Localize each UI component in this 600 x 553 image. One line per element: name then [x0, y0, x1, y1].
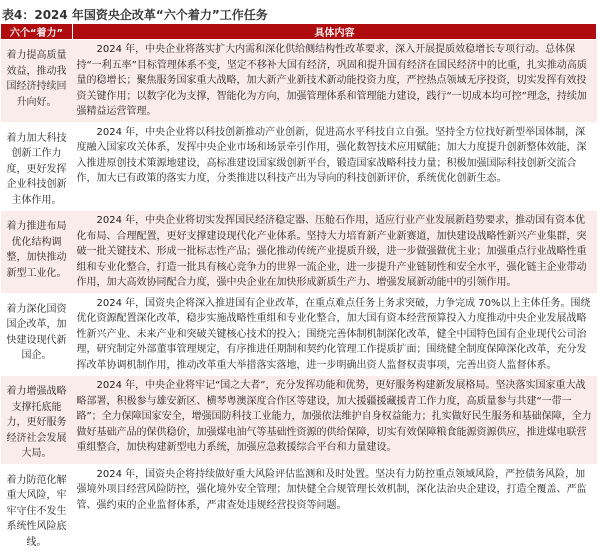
- row-content-text: 2024 年，中央企业将落实扩大内需和深化供给侧结构性改革要求，深入开展提质效稳增长专项行动。总体保持“一利五率”目标管理体系不变，坚定不移补大国有经济，巩固和提升国有经济在国民经济中的比重，扎实推动高质量的稳增长；聚焦服务国家重大战略，加大新产业新技术新动能投资力度，严控热点领域无序投资，切实发挥有效投资关键作用；以数字化为支撑，智能化为方向，加强管理体系和管理能力建设，践行“一切成本均可控”理念，持续加强精益运营管理。: [76, 44, 587, 117]
- row-category: 着力加大科技创新工作力度，更好发挥企业科技创新主体作用。: [1, 122, 73, 211]
- row-content-text: 2024 年，中央企业将以科技创新推动产业创新，促进高水平科技自立自强。坚持全方位找好新型举国体制，深度融入国家攻关体系，发挥中央企业市场和场景牵引作用，强化数智技术应用赋能；加大力度提升创新整体效能，深入推进原创技术策源地建设，高标准建设国家级创新平台，锻造国家战略科技力量；积极加强国际科技创新交流合作，加大已有政策的落实力度，分类推进以科技产出为导向的科技创新评价，系统优化创新生态。: [76, 126, 587, 184]
- header-content: 具体内容: [73, 24, 597, 40]
- row-content-text: 2024 年，中央企业将牢记“国之大者”，充分发挥功能和优势，更好服务构建新发展格局。坚决落实国家重大战略部署，积极参与雄安新区、横琴粤澳深度合作区等建设，加大援疆援藏援青工作力度，高质量参与共建“一带一路”；全力保障国家安全，增强国防科技工业能力，加强依法维护自身权益能力；扎实做好民生服务和基础保障，全力做好基础产品的保供稳价，加强煤电油气等基础性资源的供给保障，切实有效保障粮食能源资源供应，推进煤电联营重组整合，加快构建新型电力系统，加强应急救援综合平台和力量建设。: [76, 380, 592, 453]
- table-header-row: [1, 24, 597, 40]
- table-row: [1, 464, 597, 553]
- table-row: [1, 293, 597, 376]
- table-caption: 表4：2024 年国资央企改革“六个着力”工作任务: [2, 8, 268, 22]
- table-row: [1, 122, 597, 211]
- row-content: [73, 293, 597, 376]
- table-row: [1, 211, 597, 294]
- table-row: [1, 40, 597, 123]
- header-category: 六个“着力”: [1, 24, 73, 40]
- row-category: 着力提高质量效益，推动我国经济持续回升向好。: [1, 40, 73, 123]
- table-row: [1, 376, 597, 465]
- row-content-text: 2024 年，国资央企将深入推进国有企业改革，在重点难点任务上务求突破，力争完成 70%以上主体任务。围绕优化资源配置深化改革，稳步实施战略性重组和专业化整合，加大国有资本经营预算投入力度推动中央企业发展战略性新兴产业、未来产业和突破关键核心技术的投入；围绕完善体制机制深化改革，健全中国特色国有企业现代公司治理，研究制定外部董事管理规定，有序推进任期制和契约化管理工作提质扩面；围绕健全制度保障深化改革，充分发挥改革协调机制作用，推动改革重大举措落实落地，进一步明确出资人监督权责事项，完善出资人监督体系。: [76, 297, 591, 371]
- row-content-text: 2024 年，国资央企将持续做好重大风险评估监测和及时处置。坚决有力防控重点领域风险，严控债务风险，加强境外项目经营风险防控，强化境外安全管理；加快健全合规管理长效机制，深化法治央企建设，打造全覆盖、严监管、强约束的企业监督体系，严肃查处违规经营投资等问题。: [76, 468, 587, 511]
- row-content: [73, 122, 597, 211]
- row-category: 着力深化国资国企改革，加快建设现代新国企。: [1, 293, 73, 376]
- row-category: 着力推进布局优化结构调整，加快推动新型工业化。: [1, 211, 73, 294]
- row-content-text: 2024 年，中央企业将切实发挥国民经济稳定器、压舱石作用，适应行业产业发展新趋势要求，推动国有资本优化布局、合理配置，更好支撑建设现代化产业体系。坚持大力培育新产业新赛道，加快建设战略性新兴产业集群，突破一批关键技术、形成一批标志性产品；强化推动传统产业提质升级，进一步做强做优主业；加强重点行业战略性重组和专业化整合，打造一批具有核心竞争力的世界一流企业，进一步提升产业链韧性和安全水平，强化链主企业带动作用，加大高效协同配合力度，强中央企业在加快形成新质生产力、增强发展新动能中的引领作用。: [76, 215, 587, 288]
- row-content: [73, 464, 597, 553]
- row-content: [73, 376, 597, 465]
- six-focus-table: [0, 23, 597, 553]
- row-category: 着力防范化解重大风险，牢牢守住不发生系统性风险底线。: [1, 464, 73, 553]
- row-category: 着力增强战略支撑托底能力，更好服务经济社会发展大局。: [1, 376, 73, 465]
- row-content: [73, 40, 597, 123]
- row-content: [73, 211, 597, 294]
